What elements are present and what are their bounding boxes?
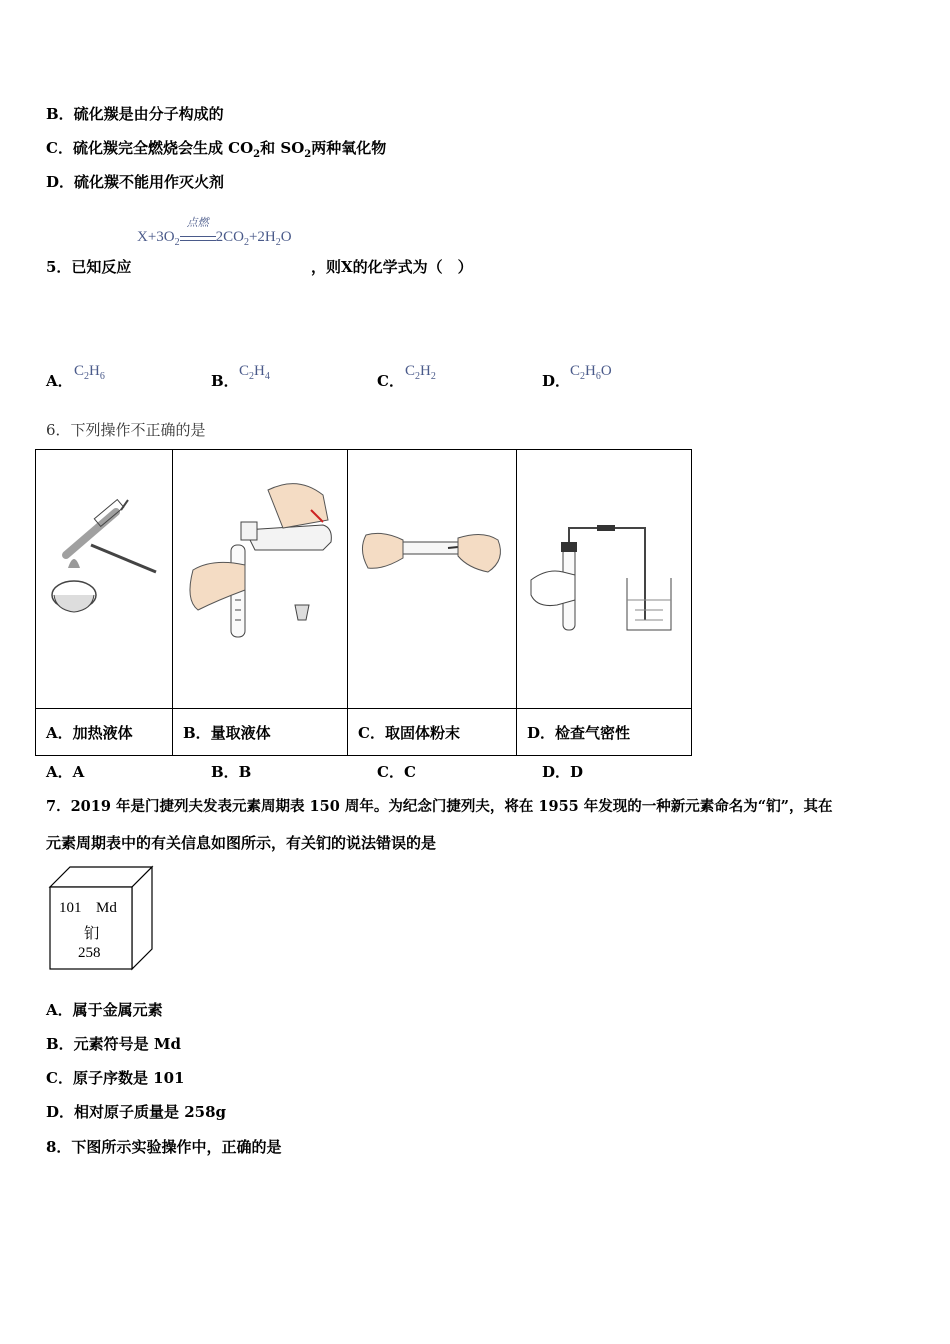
op-b-caption: B．量取液体 xyxy=(173,709,348,756)
q6-operation-table xyxy=(35,449,692,756)
op-b-image xyxy=(173,450,348,709)
q6-stem: 6．下列操作不正确的是 xyxy=(46,421,206,439)
q7-option-d: D．相对原子质量是 258g xyxy=(46,1103,227,1121)
q5-stem-prefix: 5．已知反应 xyxy=(46,258,132,276)
op-a-image xyxy=(36,450,173,709)
q4-option-c: C．硫化羰完全燃烧会生成 $CO_2$和 $SO_2$两种氧化物 xyxy=(46,139,387,160)
q5-option-a-formula: $C_2H_6$ xyxy=(74,363,105,382)
q7-option-b: B．元素符号是 Md xyxy=(46,1035,181,1053)
element-name: 钔 xyxy=(84,926,100,942)
q5-equation: $X+3O_2$ 点燃 $2CO_2+2H_2O$ xyxy=(137,217,292,248)
q7-option-c: C．原子序数是 101 xyxy=(46,1069,185,1087)
q7-stem-line2: 元素周期表中的有关信息如图所示，有关钔的说法错误的是 xyxy=(46,834,437,852)
q7-option-a: A．属于金属元素 xyxy=(46,1001,163,1019)
q5-option-b-formula: $C_2H_4$ xyxy=(239,363,270,382)
element-symbol: Md xyxy=(96,900,117,916)
q8-stem: 8．下图所示实验操作中，正确的是 xyxy=(46,1138,282,1156)
element-mass: 258 xyxy=(78,945,101,961)
q6-answer-c: C．C xyxy=(377,763,416,781)
op-c-caption: C．取固体粉末 xyxy=(348,709,517,756)
op-a-caption: A．加热液体 xyxy=(36,709,173,756)
op-d-image xyxy=(517,450,692,709)
q6-answer-a: A．A xyxy=(46,763,85,781)
q6-answer-d: D．D xyxy=(542,763,584,781)
q5-option-c-formula: $C_2H_2$ xyxy=(405,363,436,382)
op-c-image xyxy=(348,450,517,709)
q5-stem-suffix: ，则X的化学式为（ ） xyxy=(311,258,473,276)
q5-option-d-formula: $C_2H_6O$ xyxy=(570,363,612,382)
element-cell-mendelevium xyxy=(48,865,156,971)
q5-option-c: C． xyxy=(377,372,404,390)
q5-option-a: A． xyxy=(46,372,73,390)
q5-option-b: B． xyxy=(211,372,239,390)
q5-option-d: D． xyxy=(542,372,571,390)
q6-answer-b: B．B xyxy=(211,763,252,781)
op-d-caption: D．检查气密性 xyxy=(517,709,692,756)
q7-stem-line1: 7．2019 年是门捷列夫发表元素周期表 150 周年。为纪念门捷列夫，将在 1955 年发现的一种新元素命名为“钔”，其在 xyxy=(46,798,833,815)
q4-option-d: D．硫化羰不能用作灭火剂 xyxy=(46,173,225,191)
element-atomic-number: 101 xyxy=(59,900,82,916)
q4-option-b: B．硫化羰是由分子构成的 xyxy=(46,105,224,123)
